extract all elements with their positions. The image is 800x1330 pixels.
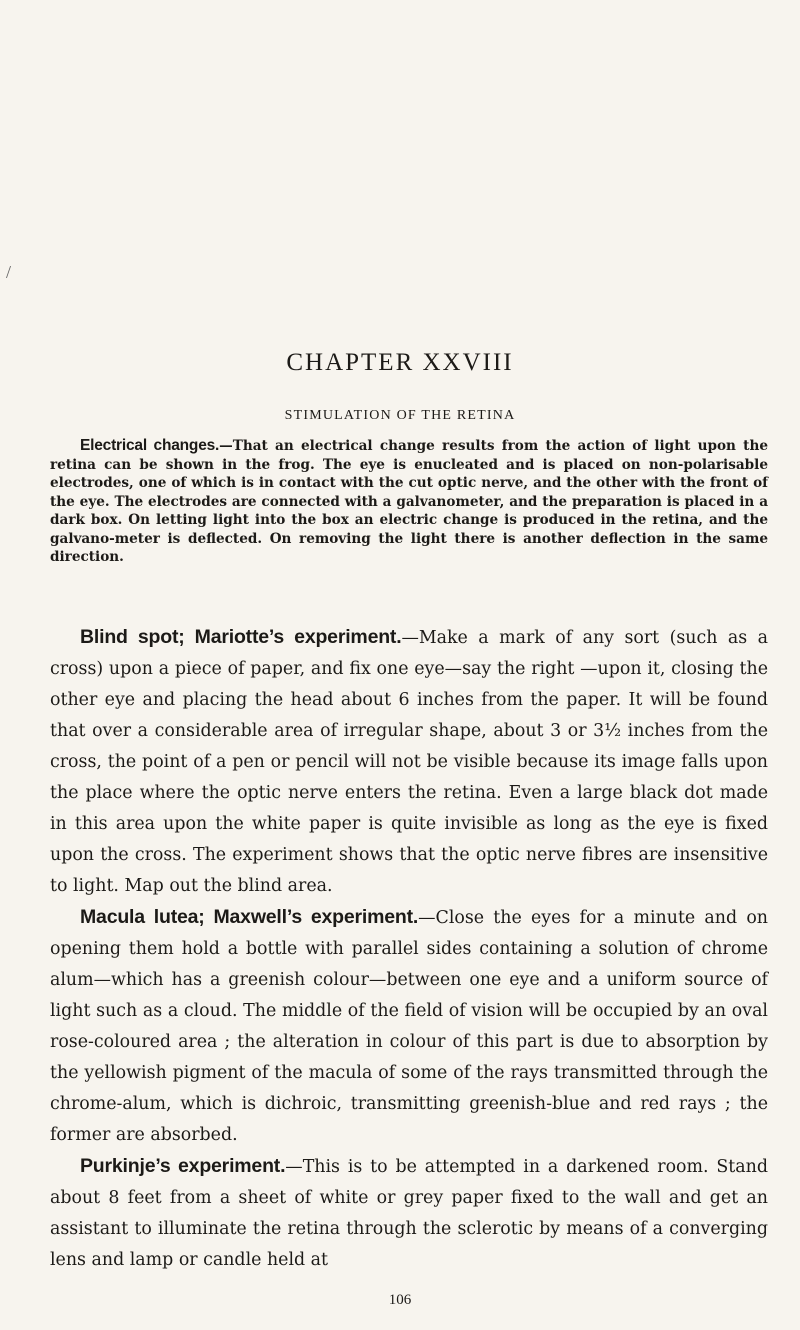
paragraph-heading: Blind spot; Mariotte’s experiment.: [80, 626, 402, 648]
section-title: STIMULATION OF THE RETINA: [284, 408, 516, 423]
paragraph-heading: Electrical changes.: [80, 437, 220, 454]
small-print-block: [50, 437, 768, 567]
paragraph-blind-spot: [50, 622, 768, 902]
body-text-block: [50, 622, 768, 1276]
paragraph-text: —That an electrical change results from the action of light upon the retina can be shown in the frog. The eye is enucleated and is placed on non-polarisable electrodes, one of which is in contact with the cut optic nerve, and the other with the front of the eye. The electrodes are connected with a galvanometer, and the preparation is placed in a dark box. On letting light into the box an electric change is produced in the retina, and the galvano-meter is deflected. On removing the light there is another deflection in the same direction.: [50, 438, 768, 565]
paragraph-purkinje: [50, 1151, 768, 1276]
page-number: 106: [388, 1292, 412, 1308]
paragraph-heading: Purkinje’s experiment.: [80, 1155, 286, 1177]
paragraph-electrical-changes: [50, 437, 768, 567]
paragraph-heading: Macula lutea; Maxwell’s experiment.: [80, 906, 419, 928]
margin-mark: /: [6, 262, 12, 282]
paragraph-macula-lutea: [50, 902, 768, 1151]
chapter-title: CHAPTER XXVIII: [286, 349, 514, 376]
paragraph-text: —Close the eyes for a minute and on opening them hold a bottle with parallel sides containing a solution of chrome alum—which has a greenish colour—between one eye and a uniform source of light such as a cloud. The middle of the field of vision will be occupied by an oval rose-coloured area ; the alteration in colour of this part is due to absorption by the yellowish pigment of the macula of some of the rays transmitted through the chrome-alum, which is dichroic, transmitting greenish-blue and red rays ; the former are absorbed.: [50, 908, 768, 1145]
paragraph-text: —Make a mark of any sort (such as a cross) upon a piece of paper, and fix one eye—say the right —upon it, closing the other eye and placing the head about 6 inches from the paper. It will be found that over a considerable area of irregular shape, about 3 or 3½ inches from the cross, the point of a pen or pencil will not be visible because its image falls upon the place where the optic nerve enters the retina. Even a large black dot made in this area upon the white paper is quite invisible as long as the eye is fixed upon the cross. The experiment shows that the optic nerve fibres are insensitive to light. Map out the blind area.: [50, 628, 768, 896]
paragraph-text: —This is to be attempted in a darkened room. Stand about 8 feet from a sheet of white or grey paper fixed to the wall and get an assistant to illuminate the retina through the sclerotic by means of a converging lens and lamp or candle held at: [50, 1157, 768, 1270]
